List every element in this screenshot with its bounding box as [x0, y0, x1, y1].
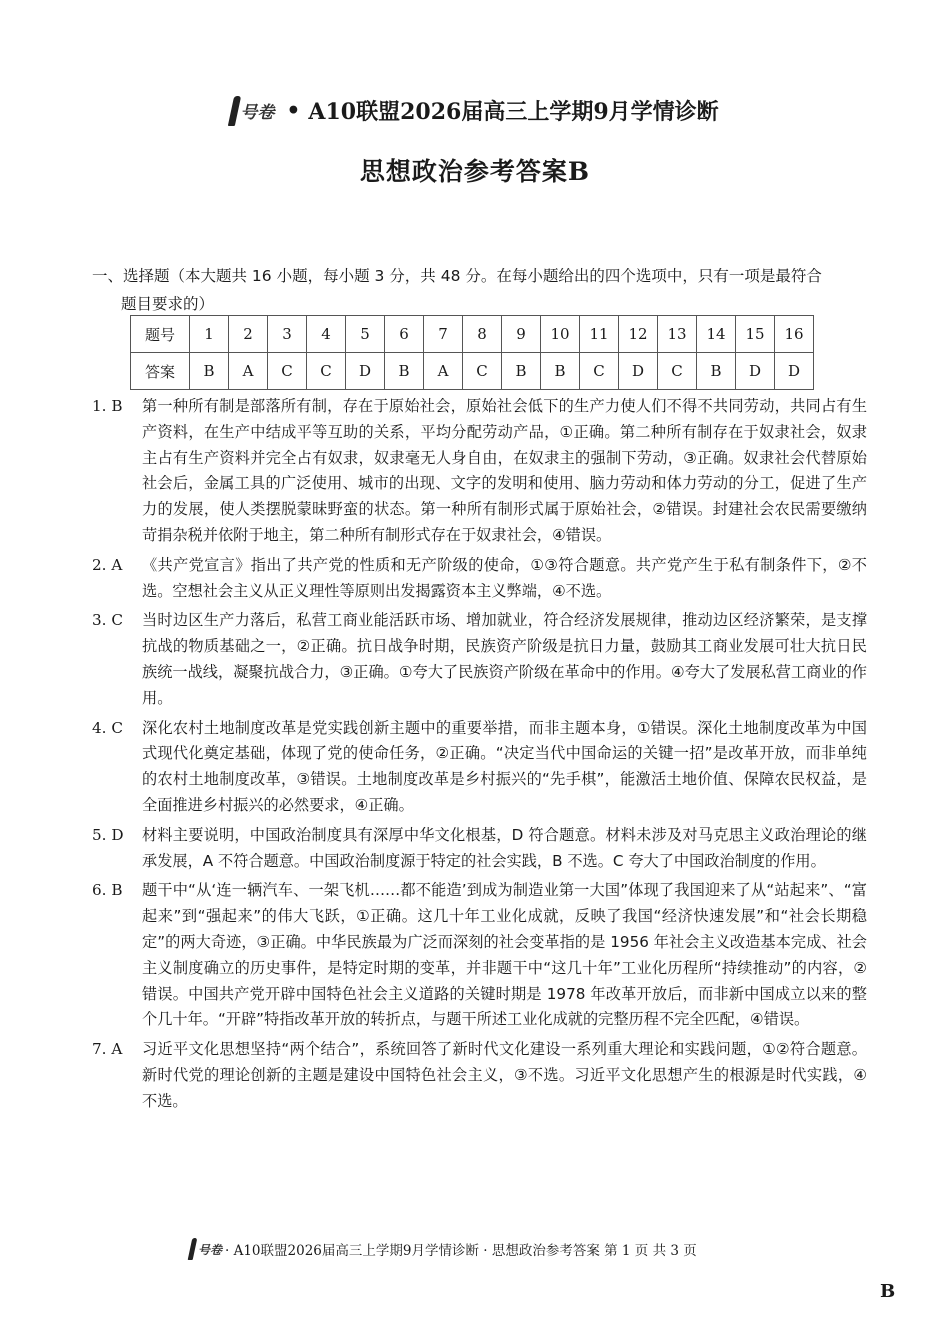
section-heading — [92, 262, 867, 318]
question-number-cell: 10 — [541, 316, 580, 353]
brand-logo — [231, 96, 274, 126]
document-subtitle: 思想政治参考答案B — [359, 156, 591, 186]
item-explanation-text: 《共产党宣言》指出了共产党的性质和无产阶级的使命，①③符合题意。共产党产生于私有制条件下，②不选。空想社会主义从正义理性等原则出发揭露资本主义弊端，④不选。 — [142, 555, 867, 600]
exam-title-line — [231, 95, 718, 126]
footer-logo-text: 号卷 — [198, 1242, 223, 1257]
question-number-cell: 1 — [190, 316, 229, 353]
logo-text: 号卷 — [240, 103, 275, 123]
item-number-answer: 1. B — [92, 397, 123, 415]
explanation-item — [92, 394, 867, 549]
item-number-answer: 7. A — [92, 1040, 123, 1059]
row-header-question: 题号 — [131, 316, 190, 353]
answer-cell: B — [502, 353, 541, 390]
question-number-cell: 4 — [307, 316, 346, 353]
answer-cell: A — [229, 353, 268, 390]
explanation-item — [92, 1037, 867, 1114]
question-number-cell: 3 — [268, 316, 307, 353]
item-explanation-text: 习近平文化思想坚持“两个结合”，系统回答了新时代文化建设一系列重大理论和实践问题，①②符合题意。新时代党的理论创新的主题是建设中国特色社会主义，③不选。习近平文化思想产生的根源是时代实践，④不选。 — [142, 1040, 867, 1110]
item-explanation-text: 深化农村土地制度改革是党实践创新主题中的重要举措，而非主题本身，①错误。深化土地制度改革为中国式现代化奠定基础，体现了党的使命任务，②正确。“决定当代中国命运的关键一招”是改革开放，而非单纯的农村土地制度改革，③错误。土地制度改革是乡村振兴的“先手棋”，能激活土地价值、保障农民权益，是全面推进乡村振兴的必然要求，④正确。 — [142, 718, 867, 814]
answer-cell: B — [385, 353, 424, 390]
explanation-item — [92, 608, 867, 711]
item-explanation-text: 题干中“从‘连一辆汽车、一架飞机……都不能造’到成为制造业第一大国”体现了我国迎来了从“站起来”、“富起来”到“强起来”的伟大飞跃，①正确。这几十年工业化成就，反映了我国“经济快速发展”和“社会长期稳定”的两大奇迹，③正确。中华民族最为广泛而深刻的社会变革指的是 1956 年社会主义改造基本完成、社会主义制度确立的历史事件，是特定时期的变革，并非题干中“这几十年”工业化历程所“持续推动”的内容，②错误。中国共产党开辟中国特色社会主义道路的关键时期是 1978 年改革开放后，而非新中国成立以来的整个几十年。“开辟”特指改革开放的转折点，与题干所述工业化成就的完整历程不完全匹配，④错误。 — [142, 881, 867, 1029]
answer-row — [131, 353, 814, 390]
item-number-answer: 6. B — [92, 881, 123, 900]
question-number-cell: 9 — [502, 316, 541, 353]
answer-cell: C — [268, 353, 307, 390]
answer-cell: D — [619, 353, 658, 390]
answer-cell: C — [658, 353, 697, 390]
version-mark: B — [880, 1281, 896, 1302]
answer-cell: D — [346, 353, 385, 390]
answer-cell: B — [541, 353, 580, 390]
explanation-item — [92, 553, 867, 605]
question-number-cell: 12 — [619, 316, 658, 353]
answer-explanations — [92, 394, 867, 1119]
answer-cell: D — [775, 353, 814, 390]
answer-cell: A — [424, 353, 463, 390]
explanation-item — [92, 823, 867, 875]
item-explanation-text: 当时边区生产力落后，私营工商业能活跃市场、增加就业，符合经济发展规律，推动边区经济繁荣，是支撑抗战的物质基础之一，②正确。抗日战争时期，民族资产阶级是抗日力量，鼓励其工商业发展可壮大抗日民族统一战线，凝聚抗战合力，③正确。①夸大了民族资产阶级在革命中的作用。④夸大了发展私营工商业的作用。 — [142, 611, 867, 707]
footer-text: · A10联盟2026届高三上学期9月学情诊断 · 思想政治参考答案 第 1 页 共 3 页 — [225, 1243, 697, 1259]
question-number-cell: 14 — [697, 316, 736, 353]
question-number-cell: 15 — [736, 316, 775, 353]
question-number-cell: 6 — [385, 316, 424, 353]
row-header-answer: 答案 — [131, 353, 190, 390]
brush-stroke-icon — [188, 1238, 198, 1260]
item-number-answer: 4. C — [92, 718, 123, 737]
explanation-item — [92, 716, 867, 819]
question-number-cell: 13 — [658, 316, 697, 353]
question-number-cell: 5 — [346, 316, 385, 353]
item-explanation-text: 第一种所有制是部落所有制，存在于原始社会，原始社会低下的生产力使人们不得不共同劳动，共同占有生产资料，在生产中结成平等互助的关系，平均分配劳动产品，①正确。第二种所有制存在于奴隶社会，奴隶主占有生产资料并完全占有奴隶，奴隶毫无人身自由，在奴隶主的强制下劳动，③正确。奴隶社会代替原始社会后，金属工具的广泛使用、城市的出现、文字的发明和使用、脑力劳动和体力劳动的分工，促进了生产力的发展，使人类摆脱蒙昧野蛮的状态。第一种所有制形式属于原始社会，②错误。封建社会农民需要缴纳苛捐杂税并依附于地主，第二种所有制形式存在于奴隶社会，④错误。 — [142, 397, 867, 544]
exam-title: A10联盟2026届高三上学期9月学情诊断 — [308, 99, 719, 125]
answer-cell: B — [190, 353, 229, 390]
document-header — [0, 95, 950, 188]
question-number-cell: 2 — [229, 316, 268, 353]
answer-cell: C — [307, 353, 346, 390]
answer-cell: C — [580, 353, 619, 390]
item-number-answer: 5. D — [92, 825, 124, 844]
page-footer — [190, 1238, 697, 1260]
item-explanation-text: 材料主要说明，中国政治制度具有深厚中华文化根基，D 符合题意。材料未涉及对马克思主义政治理论的继承发展，A 不符合题意。中国政治制度源于特定的社会实践，B 不选。C 夸大了中国政治制度的作用。 — [142, 825, 867, 870]
item-number-answer: 3. C — [92, 611, 123, 630]
explanation-item — [92, 878, 867, 1033]
question-number-cell: 16 — [775, 316, 814, 353]
section-title-line1: 一、选择题（本大题共 16 小题，每小题 3 分，共 48 分。在每小题给出的四个选项中，只有一项是最符合 — [92, 267, 822, 285]
answer-cell: D — [736, 353, 775, 390]
answer-cell: B — [697, 353, 736, 390]
item-number-answer: 2. A — [92, 555, 123, 574]
question-number-cell: 11 — [580, 316, 619, 353]
answer-cell: C — [463, 353, 502, 390]
section-title-line2: 题目要求的） — [121, 295, 215, 313]
separator-dot: • — [286, 97, 301, 124]
question-number-cell: 7 — [424, 316, 463, 353]
question-number-cell: 8 — [463, 316, 502, 353]
answer-table — [130, 315, 814, 390]
question-number-row — [131, 316, 814, 353]
